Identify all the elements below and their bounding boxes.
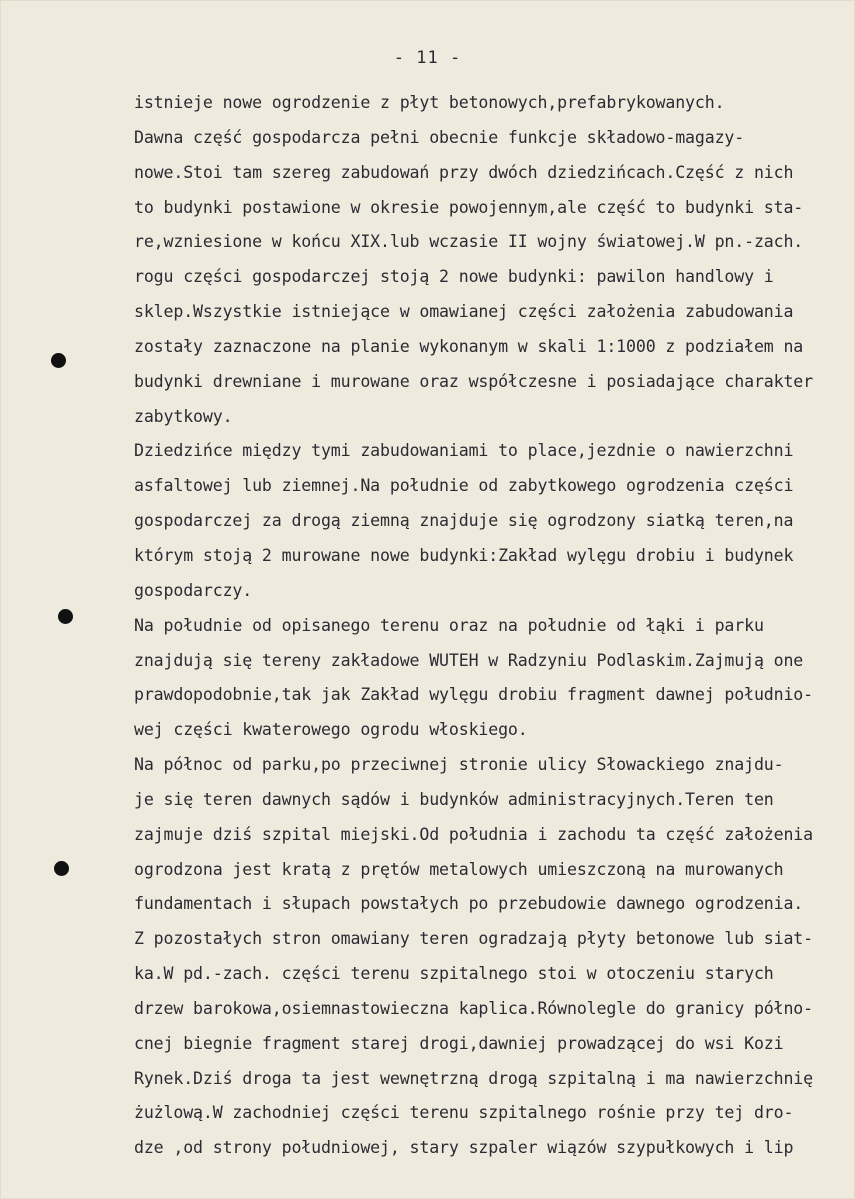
text-line: asfaltowej lub ziemnej.Na południe od zabytkowego ogrodzenia części	[134, 476, 794, 496]
punch-hole	[58, 609, 73, 624]
text-line: żużlową.W zachodniej części terenu szpitalnego rośnie przy tej dro-	[134, 1103, 794, 1123]
text-line: którym stoją 2 murowane nowe budynki:Zakład wylęgu drobiu i budynek	[134, 545, 794, 565]
page-number: - 11 -	[393, 48, 462, 68]
punch-hole	[54, 861, 69, 876]
text-line: nowe.Stoi tam szereg zabudowań przy dwóch dziedzińcach.Część z nich	[134, 162, 794, 182]
text-line: dze ,od strony południowej, stary szpaler wiązów szypułkowych i lip	[134, 1138, 794, 1158]
text-line: cnej biegnie fragment starej drogi,dawniej prowadzącej do wsi Kozi	[134, 1033, 784, 1053]
text-line: Rynek.Dziś droga ta jest wewnętrzną drogą szpitalną i ma nawierzchnię	[134, 1068, 813, 1088]
text-line: fundamentach i słupach powstałych po przebudowie dawnego ogrodzenia.	[134, 894, 804, 914]
text-line: prawdopodobnie,tak jak Zakład wylęgu drobiu fragment dawnej południo-	[134, 685, 813, 705]
text-line: gospodarczy.	[134, 580, 253, 600]
text-line: rogu części gospodarczej stoją 2 nowe budynki: pawilon handlowy i	[134, 267, 774, 287]
text-line: zajmuje dziś szpital miejski.Od południa i zachodu ta część założenia	[134, 824, 813, 844]
text-line: gospodarczej za drogą ziemną znajduje się ogrodzony siatką teren,na	[134, 511, 794, 531]
text-line: to budynki postawione w okresie powojennym,ale część to budynki sta-	[134, 197, 804, 217]
text-line: je się teren dawnych sądów i budynków administracyjnych.Teren ten	[134, 789, 774, 809]
punch-hole	[51, 353, 66, 368]
text-line: zostały zaznaczone na planie wykonanym w skali 1:1000 z podziałem na	[134, 336, 804, 356]
text-line: wej części kwaterowego ogrodu włoskiego.	[134, 720, 528, 740]
text-line: budynki drewniane i murowane oraz współczesne i posiadające charakter	[134, 371, 813, 391]
text-line: sklep.Wszystkie istniejące w omawianej części założenia zabudowania	[134, 302, 794, 322]
text-line: Dawna część gospodarcza pełni obecnie funkcje składowo-magazy-	[134, 127, 745, 147]
text-line: zabytkowy.	[134, 406, 233, 426]
text-line: ogrodzona jest kratą z prętów metalowych umieszczoną na murowanych	[134, 859, 784, 879]
text-line: drzew barokowa,osiemnastowieczna kaplica.Równolegle do granicy półno-	[134, 998, 813, 1018]
typed-text-body	[134, 86, 824, 1166]
text-line: ka.W pd.-zach. części terenu szpitalnego stoi w otoczeniu starych	[134, 964, 774, 984]
text-line: Z pozostałych stron omawiany teren ogradzają płyty betonowe lub siat-	[134, 929, 813, 949]
text-line: istnieje nowe ogrodzenie z płyt betonowych,prefabrykowanych.	[134, 93, 725, 112]
text-line: re,wzniesione w końcu XIX.lub wczasie II wojny światowej.W pn.-zach.	[134, 232, 804, 252]
text-line: Dziedzińce między tymi zabudowaniami to place,jezdnie o nawierzchni	[134, 441, 794, 461]
text-line: Na południe od opisanego terenu oraz na południe od łąki i parku	[134, 615, 764, 635]
text-line: znajdują się tereny zakładowe WUTEH w Radzyniu Podlaskim.Zajmują one	[134, 650, 804, 670]
text-line: Na północ od parku,po przeciwnej stronie ulicy Słowackiego znajdu-	[134, 755, 784, 775]
